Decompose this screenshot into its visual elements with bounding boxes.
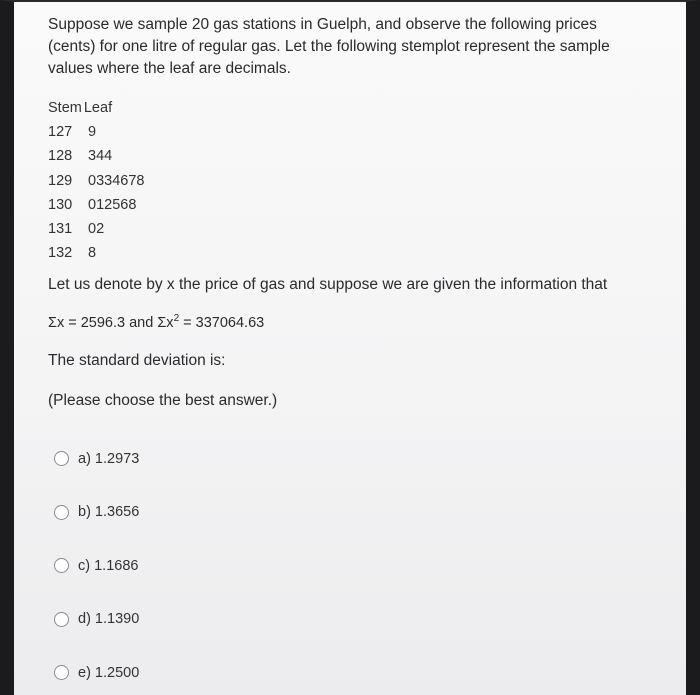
radio-button-icon[interactable] — [54, 612, 69, 627]
leaf-value: 02 — [88, 221, 105, 238]
question-content — [48, 14, 648, 412]
stem-value: 128 — [48, 148, 73, 165]
option-label: a) 1.2973 — [78, 450, 140, 467]
square-exponent: 2 — [173, 312, 180, 324]
leaf-value: 012568 — [88, 196, 137, 213]
option-b[interactable] — [54, 499, 454, 526]
leaf-value: 0334678 — [88, 172, 145, 189]
stem-value: 132 — [48, 245, 73, 262]
sums-formula — [48, 312, 648, 334]
stemplot-row — [48, 144, 648, 168]
stem-value: 130 — [48, 196, 73, 213]
given-information: Let us denote by x the price of gas and suppose we are given the information that — [48, 275, 608, 293]
stem-value: 129 — [48, 172, 73, 189]
option-a[interactable] — [54, 445, 454, 472]
option-c[interactable] — [54, 552, 454, 579]
option-label: d) 1.1390 — [78, 611, 140, 627]
leaf-value: 8 — [88, 245, 97, 262]
leaf-value: 344 — [88, 148, 113, 165]
answer-instruction: (Please choose the best answer.) — [48, 391, 278, 409]
radio-button-icon[interactable] — [54, 451, 69, 466]
option-label: c) 1.1686 — [78, 557, 139, 574]
stem-value: 131 — [48, 221, 73, 238]
option-d[interactable] — [54, 606, 454, 633]
question-prompt: Suppose we sample 20 gas stations in Guelph, and observe the following prices (cents) for one litre of regular gas. Let the following stemplot represent the sample values where the leaf are decimals. — [48, 16, 610, 77]
stemplot-row — [48, 217, 648, 241]
radio-button-icon[interactable] — [54, 505, 69, 520]
stemplot-row — [48, 241, 648, 265]
leaf-value: 9 — [88, 124, 97, 140]
question-text: The standard deviation is: — [48, 351, 226, 369]
stemplot-row — [48, 120, 648, 144]
sum-x2-value: = 337064.63 — [179, 314, 265, 331]
radio-button-icon[interactable] — [54, 665, 69, 680]
answer-options — [54, 445, 454, 695]
option-label: b) 1.3656 — [78, 504, 140, 520]
stemplot-row — [48, 193, 648, 217]
option-e[interactable] — [54, 659, 454, 686]
stemplot-header: Stem Leaf — [48, 100, 113, 116]
stem-value: 127 — [48, 124, 73, 140]
sum-x-text: Σx = 2596.3 and Σx — [48, 314, 174, 331]
stemplot-row — [48, 169, 648, 193]
stemplot — [48, 120, 648, 266]
option-label: e) 1.2500 — [78, 664, 140, 681]
radio-button-icon[interactable] — [54, 558, 69, 573]
